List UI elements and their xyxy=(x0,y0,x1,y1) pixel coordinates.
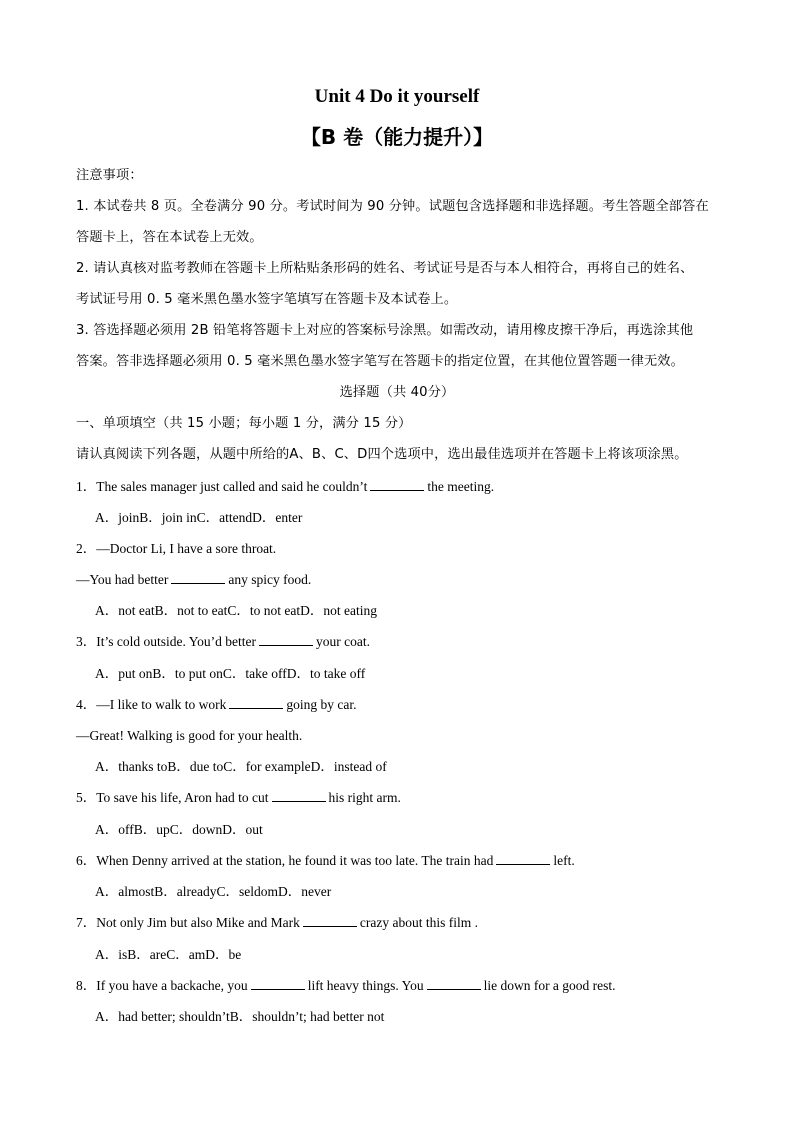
options-8: A．had better; shouldn’tB．shouldn’t; had better not xyxy=(95,1009,385,1024)
question-text: crazy about this film . xyxy=(359,915,478,930)
section-heading: 选择题（共 40分） xyxy=(339,385,455,400)
question-text: lie down for a good rest. xyxy=(483,978,616,993)
options-6: A．almostB．alreadyC．seldomD．never xyxy=(95,884,332,899)
question-8 xyxy=(76,976,736,996)
notice-line: 考试证号用 0. 5 毫米黑色墨水签字笔填写在答题卡及本试卷上。 xyxy=(76,292,458,307)
part-instruction: 请认真阅读下列各题，从题中所给的A、B、C、D四个选项中，选出最佳选项并在答题卡上将该项涂黑。 xyxy=(76,447,688,462)
options-5: A．offB．upC．downD．out xyxy=(95,822,263,837)
question-text: —You had better xyxy=(76,572,169,587)
part-title: 一、单项填空（共 15 小题；每小题 1 分，满分 15 分） xyxy=(76,416,412,431)
options-2: A．not eatB．not to eatC．to not eatD．not eating xyxy=(95,603,377,618)
question-text: left. xyxy=(553,853,575,868)
question-text: 1．The sales manager just called and said he couldn’t xyxy=(76,479,368,494)
question-6 xyxy=(76,851,736,871)
answer-blank xyxy=(370,478,424,491)
answer-blank xyxy=(229,696,283,709)
question-text: any spicy food. xyxy=(228,572,312,587)
options-7: A．isB．areC．amD．be xyxy=(95,947,242,962)
options-1: A．joinB．join inC．attendD．enter xyxy=(95,510,303,525)
answer-blank xyxy=(272,789,326,802)
answer-blank xyxy=(259,633,313,646)
question-text: 7．Not only Jim but also Mike and Mark xyxy=(76,915,300,930)
notice-line: 答案。答非选择题必须用 0. 5 毫米黑色墨水签字笔写在答题卡的指定位置，在其他位置答题一律无效。 xyxy=(76,354,684,369)
options-4: A．thanks toB．due toC．for exampleD．instead of xyxy=(95,759,387,774)
answer-blank xyxy=(303,914,357,927)
notice-heading: 注意事项： xyxy=(76,168,143,183)
page-subtitle: 【B 卷（能力提升）】 xyxy=(300,125,494,149)
question-text: the meeting. xyxy=(427,479,495,494)
question-text: 4．—I like to walk to work xyxy=(76,697,227,712)
question-2: 2．—Doctor Li, I have a sore throat. xyxy=(76,541,277,556)
question-text: 3．It’s cold outside. You’d better xyxy=(76,634,256,649)
question-4 xyxy=(76,695,736,715)
question-3 xyxy=(76,632,736,652)
question-1 xyxy=(76,477,736,497)
question-text: going by car. xyxy=(286,697,357,712)
question-text: his right arm. xyxy=(328,790,401,805)
question-text: 5．To save his life, Aron had to cut xyxy=(76,790,269,805)
question-4-reply: —Great! Walking is good for your health. xyxy=(76,728,303,743)
question-text: your coat. xyxy=(316,634,370,649)
question-text: 6．When Denny arrived at the station, he found it was too late. The train had xyxy=(76,853,494,868)
question-7 xyxy=(76,913,736,933)
notice-line: 3. 答选择题必须用 2B 铅笔将答题卡上对应的答案标号涂黑。如需改动，请用橡皮擦干净后，再选涂其他 xyxy=(76,323,694,338)
notice-line: 1. 本试卷共 8 页。全卷满分 90 分。考试时间为 90 分钟。试题包含选择题和非选择题。考生答题全部答在 xyxy=(76,199,709,214)
answer-blank xyxy=(251,977,305,990)
notice-line: 2. 请认真核对监考教师在答题卡上所粘贴条形码的姓名、考试证号是否与本人相符合，再将自己的姓名、 xyxy=(76,261,694,276)
answer-blank xyxy=(496,852,550,865)
question-text: lift heavy things. You xyxy=(307,978,424,993)
options-3: A．put onB．to put onC．take offD．to take off xyxy=(95,666,366,681)
question-2-reply xyxy=(76,570,736,590)
notice-line: 答题卡上，答在本试卷上无效。 xyxy=(76,230,263,245)
page-title: Unit 4 Do it yourself xyxy=(314,86,480,107)
question-5 xyxy=(76,788,736,808)
answer-blank xyxy=(427,977,481,990)
answer-blank xyxy=(171,571,225,584)
question-text: 8．If you have a backache, you xyxy=(76,978,248,993)
